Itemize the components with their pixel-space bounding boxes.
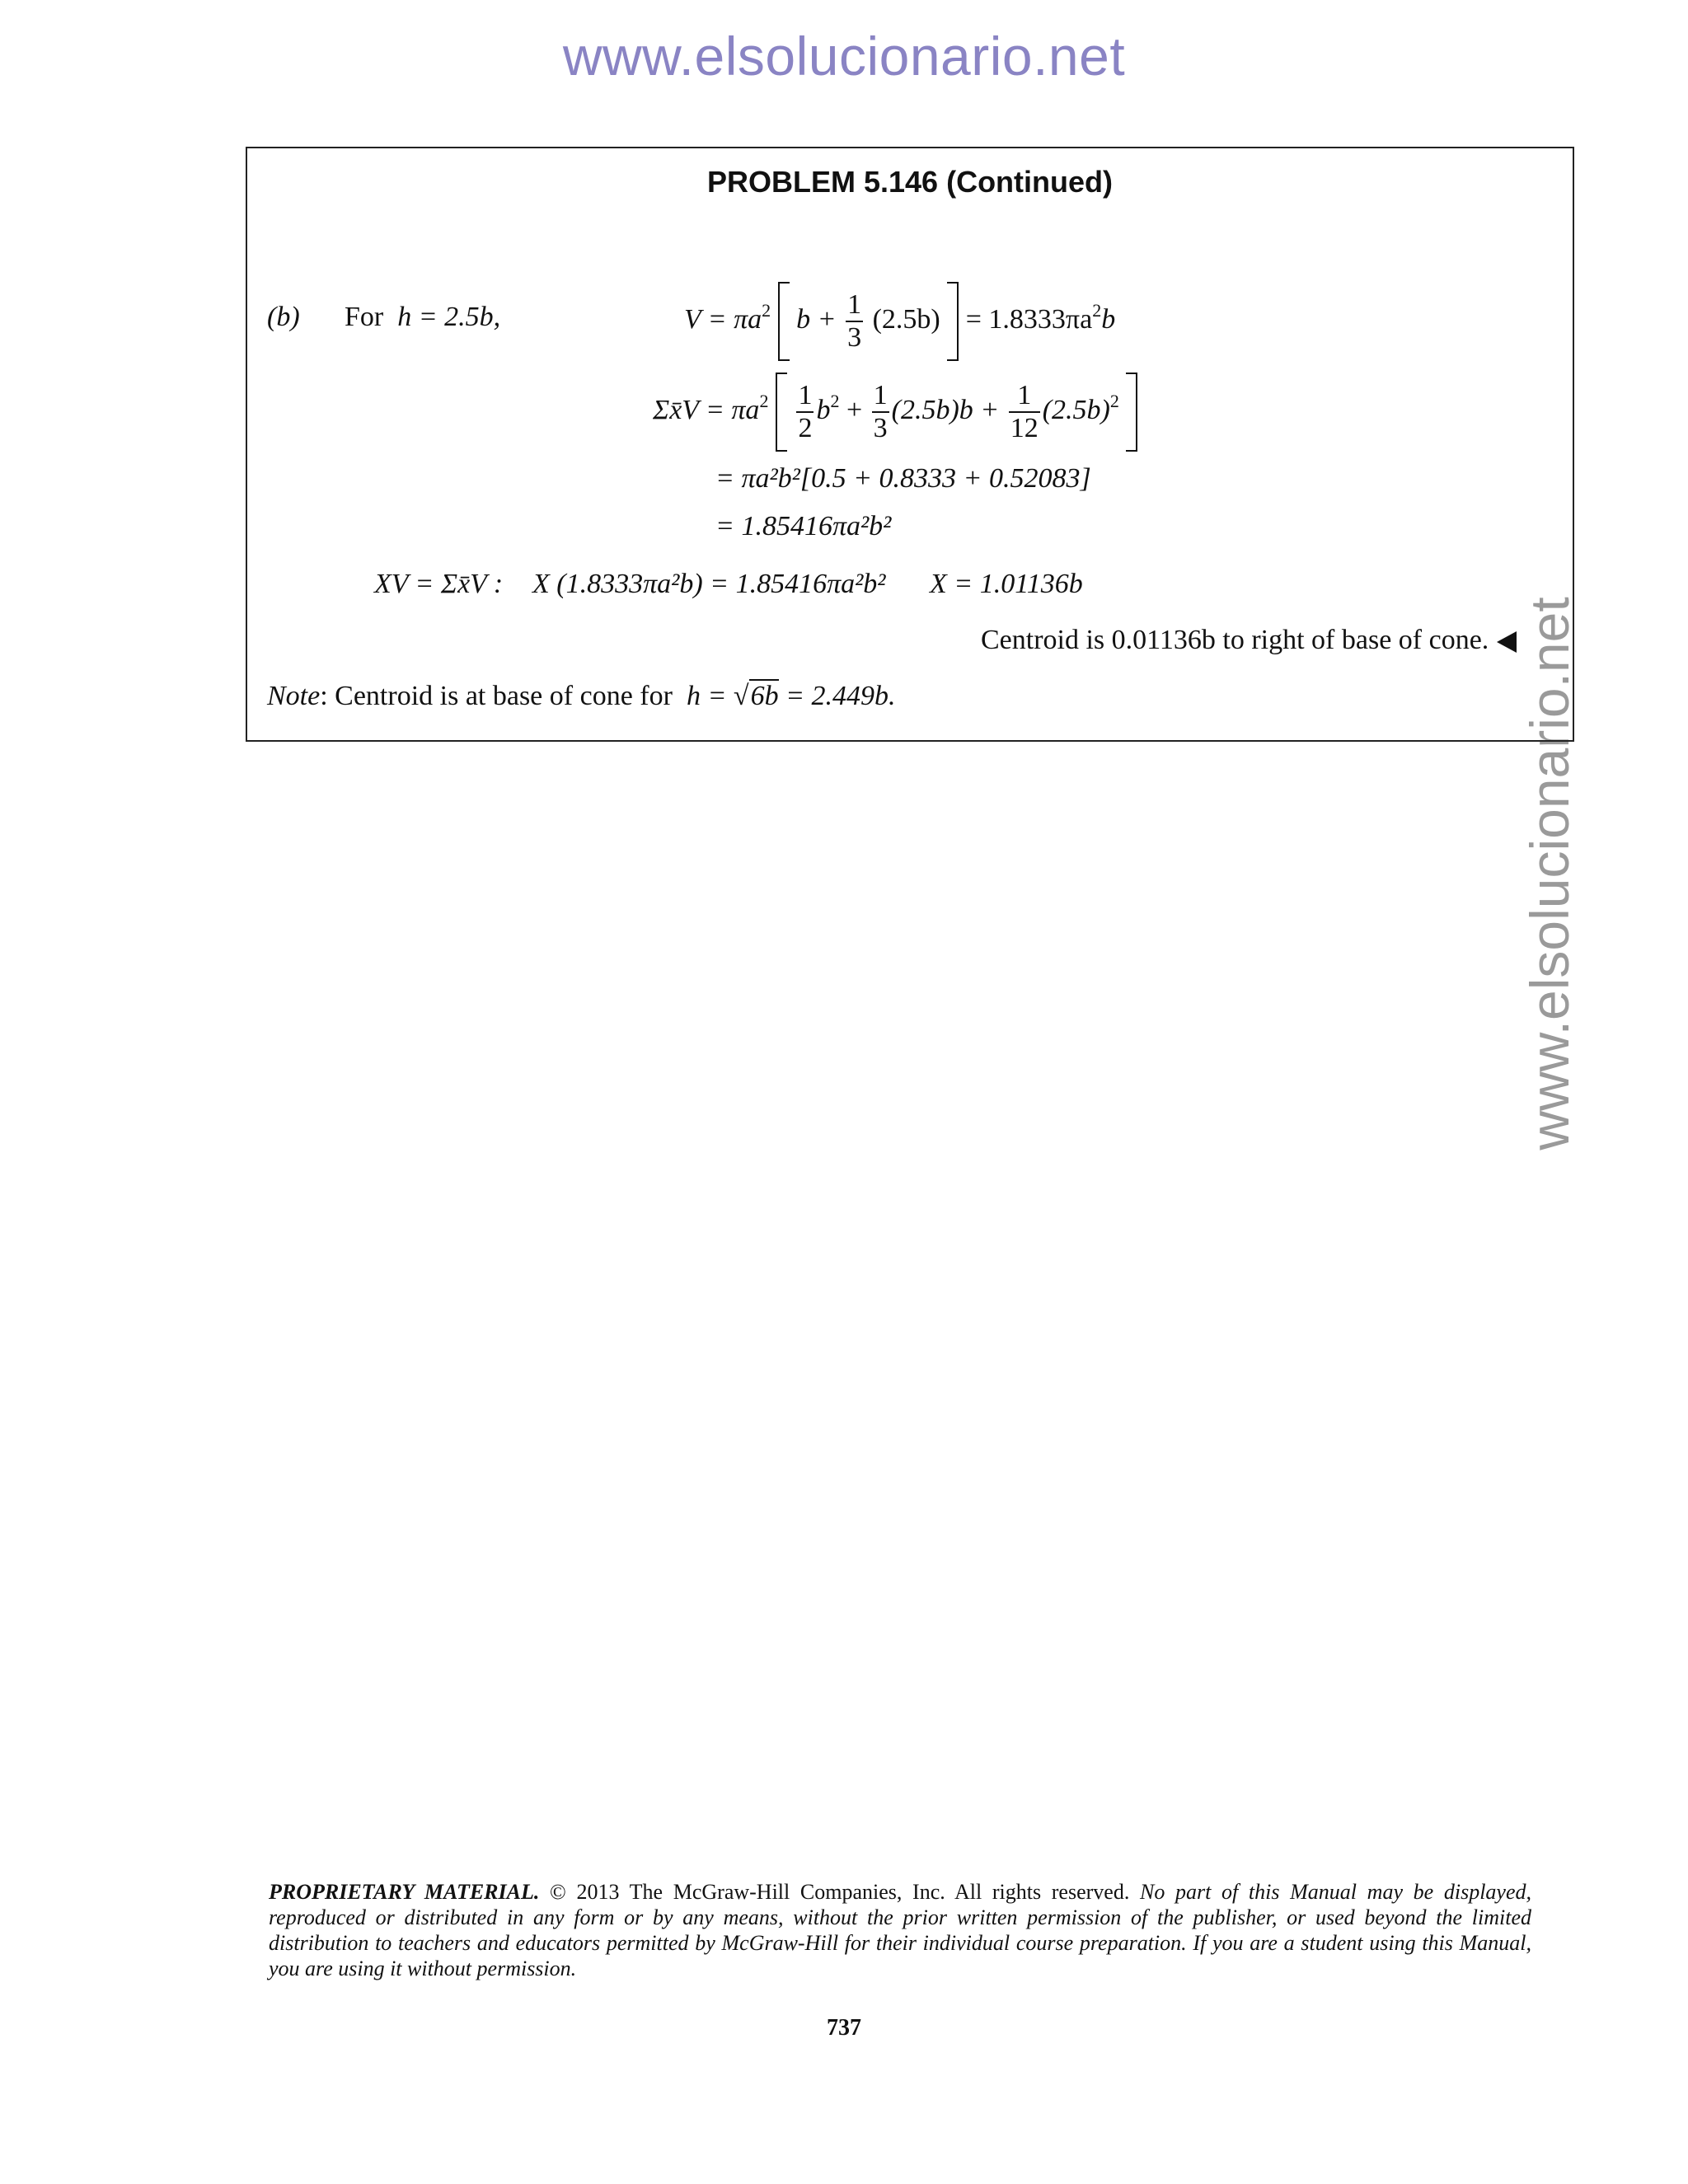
problem-box <box>246 147 1574 742</box>
conclusion: Centroid is 0.01136b to right of base of cone. <box>981 625 1517 656</box>
equation-centroid-left: XV = Σx̄V : <box>374 569 504 599</box>
equation-centroid-result: X = 1.01136b <box>930 569 1083 599</box>
condition: For h = 2.5b, <box>345 302 501 332</box>
watermark-top: www.elsolucionario.net <box>562 26 1126 87</box>
problem-title: PROBLEM 5.146 (Continued) <box>706 165 1114 199</box>
page-number: 737 <box>827 2015 861 2041</box>
equation-line3: = πa²b²[0.5 + 0.8333 + 0.52083] <box>715 463 1091 494</box>
equation-sum: Σx̄V = $\pi a^2$ $\frac{1}{2}$ $b^2$ + $\frac{1}{3}$ (2.5b)b + $\frac{1}{12}$ $(2.5b)^2$ <box>653 373 1137 452</box>
equation-centroid-middle: X (1.8333πa²b) = 1.85416πa²b² <box>532 569 886 599</box>
part-label: (b) <box>267 302 300 332</box>
watermark-side: www.elsolucionario.net <box>1519 597 1580 1151</box>
answer-marker-icon <box>1497 631 1517 653</box>
equation-line4: = 1.85416πa²b² <box>715 511 892 541</box>
footer-copyright: PROPRIETARY MATERIAL. © 2013 The McGraw-Hill Companies, Inc. All rights reserved. No part of this Manual may be displayed, reproduced or distributed in any form or by any means, without the prior written permission of the publisher, or used beyond the limited distribution to teachers and educators permitted by McGraw-Hill for their individual course preparation. If you are a student using this Manual, you are using it without permission. <box>269 1880 1532 1980</box>
note: Note: Centroid is at base of cone for h = √6b = 2.449b. <box>267 681 896 711</box>
equation-volume: $V = \pi a^2$ b + $\frac{1}{3}$ $(2.5b) = 1.8333\pi a^2b$ <box>684 282 1115 361</box>
